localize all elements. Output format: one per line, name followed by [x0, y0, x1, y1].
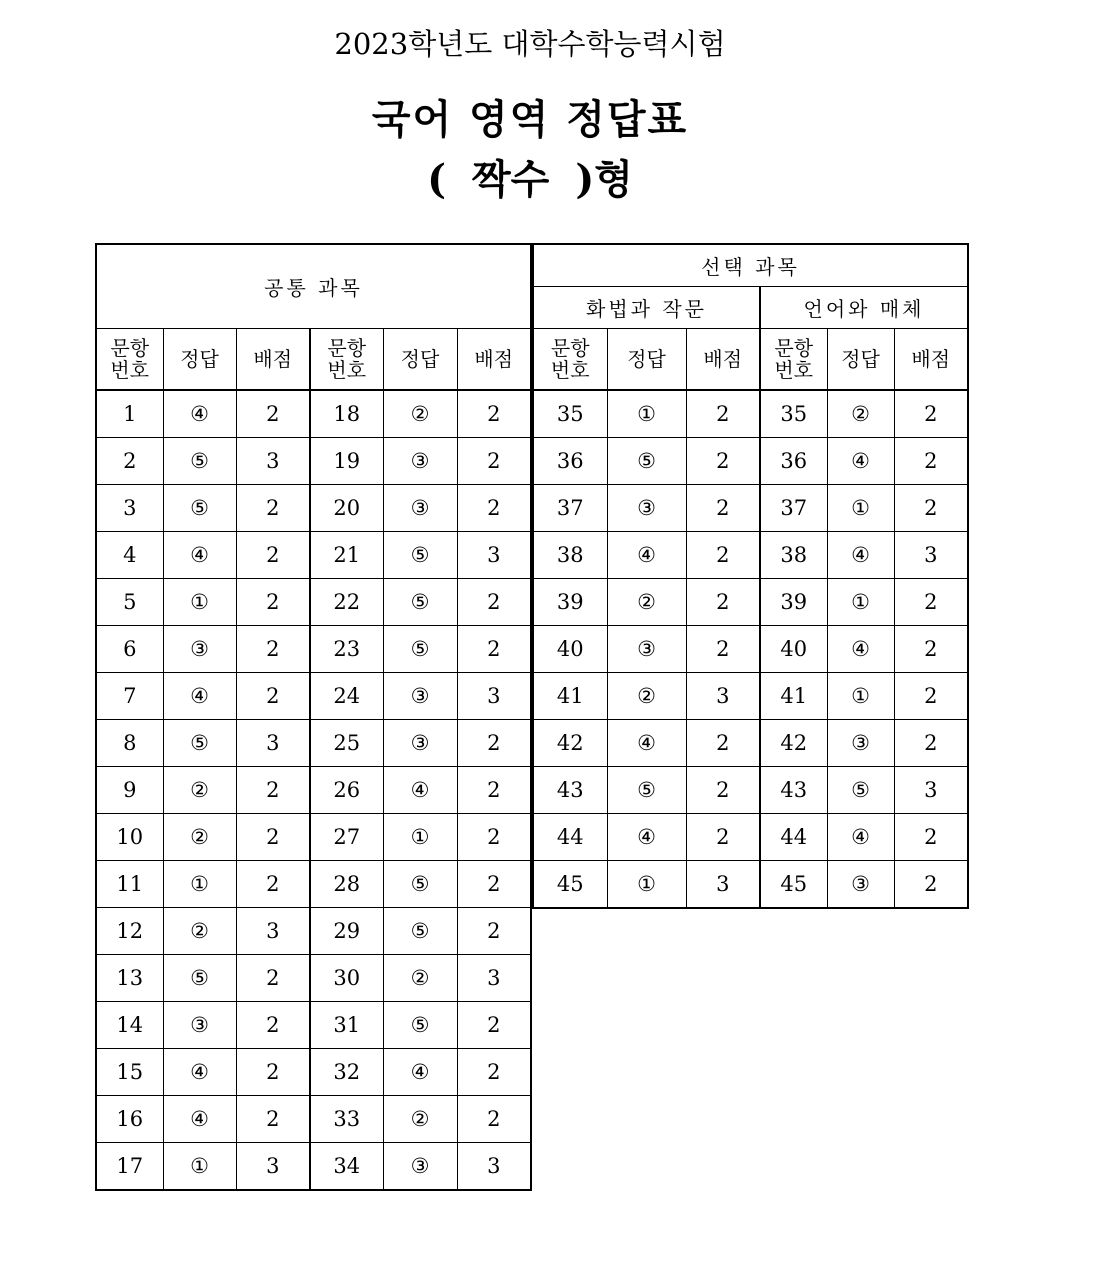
points-cell: 3	[236, 438, 310, 485]
language-media-points-cell: 2	[894, 579, 968, 626]
col-question-number	[760, 328, 827, 390]
points-cell: 2	[457, 485, 531, 532]
language-media-answer-cell: ④	[827, 814, 894, 861]
points-cell: 3	[236, 908, 310, 955]
speech-writing-answer-cell: ②	[607, 579, 686, 626]
speech-writing-answer-cell: ①	[607, 390, 686, 438]
answer-cell: ①	[163, 1143, 236, 1191]
language-media-points-cell: 2	[894, 720, 968, 767]
answer-cell: ③	[383, 720, 457, 767]
elective-subject-header: 선택 과목	[533, 244, 968, 286]
points-cell: 3	[457, 1143, 531, 1191]
question-number-cell: 24	[310, 673, 383, 720]
answer-cell: ④	[383, 1049, 457, 1096]
language-media-answer-cell: ①	[827, 579, 894, 626]
language-media-answer-cell: ④	[827, 532, 894, 579]
col-question-number-top: 문항	[110, 335, 150, 360]
speech-writing-question-cell: 44	[533, 814, 607, 861]
col-question-number-top: 문항	[327, 335, 367, 360]
table-row	[96, 1143, 531, 1191]
question-number-cell: 20	[310, 485, 383, 532]
question-number-cell: 11	[96, 861, 163, 908]
question-number-cell: 30	[310, 955, 383, 1002]
language-media-question-cell: 40	[760, 626, 827, 673]
exam-type-label	[0, 148, 1060, 205]
table-row	[533, 861, 968, 909]
language-media-answer-cell: ④	[827, 626, 894, 673]
table-row	[96, 390, 531, 438]
speech-writing-answer-cell: ⑤	[607, 767, 686, 814]
language-media-points-cell: 3	[894, 767, 968, 814]
question-number-cell: 15	[96, 1049, 163, 1096]
question-number-cell: 4	[96, 532, 163, 579]
points-cell: 2	[236, 532, 310, 579]
question-number-cell: 18	[310, 390, 383, 438]
answer-cell: ②	[383, 390, 457, 438]
language-media-question-cell: 37	[760, 485, 827, 532]
speech-writing-points-cell: 2	[686, 532, 760, 579]
col-points: 배점	[894, 328, 968, 390]
language-media-question-cell: 35	[760, 390, 827, 438]
exam-type-value: 짝수	[472, 156, 550, 203]
language-media-points-cell: 3	[894, 532, 968, 579]
speech-writing-question-cell: 38	[533, 532, 607, 579]
speech-writing-question-cell: 45	[533, 861, 607, 909]
points-cell: 2	[457, 1049, 531, 1096]
question-number-cell: 31	[310, 1002, 383, 1049]
speech-writing-question-cell: 43	[533, 767, 607, 814]
language-media-answer-cell: ①	[827, 485, 894, 532]
answer-cell: ⑤	[383, 532, 457, 579]
speech-writing-points-cell: 2	[686, 626, 760, 673]
table-row	[533, 814, 968, 861]
table-row	[96, 673, 531, 720]
speech-writing-points-cell: 2	[686, 579, 760, 626]
table-row	[533, 720, 968, 767]
points-cell: 2	[236, 579, 310, 626]
language-media-points-cell: 2	[894, 438, 968, 485]
speech-writing-points-cell: 3	[686, 673, 760, 720]
table-row	[96, 1049, 531, 1096]
answer-key-title: 국어 영역 정답표	[371, 96, 689, 143]
question-number-cell: 22	[310, 579, 383, 626]
answer-cell: ④	[163, 673, 236, 720]
answer-cell: ③	[163, 626, 236, 673]
speech-writing-answer-cell: ⑤	[607, 438, 686, 485]
language-media-question-cell: 42	[760, 720, 827, 767]
col-question-number	[96, 328, 163, 390]
answer-cell: ①	[163, 579, 236, 626]
speech-writing-points-cell: 3	[686, 861, 760, 909]
language-media-points-cell: 2	[894, 673, 968, 720]
points-cell: 3	[236, 720, 310, 767]
question-number-cell: 21	[310, 532, 383, 579]
points-cell: 3	[236, 1143, 310, 1191]
table-row	[533, 626, 968, 673]
question-number-cell: 25	[310, 720, 383, 767]
answer-cell: ④	[163, 532, 236, 579]
question-number-cell: 16	[96, 1096, 163, 1143]
language-media-answer-cell: ③	[827, 720, 894, 767]
points-cell: 2	[457, 626, 531, 673]
speech-writing-answer-cell: ④	[607, 720, 686, 767]
language-media-answer-cell: ①	[827, 673, 894, 720]
question-number-cell: 9	[96, 767, 163, 814]
col-answer: 정답	[827, 328, 894, 390]
answer-cell: ④	[383, 767, 457, 814]
answer-cell: ⑤	[383, 1002, 457, 1049]
question-number-cell: 1	[96, 390, 163, 438]
common-subject-table	[95, 243, 532, 1191]
table-row	[96, 908, 531, 955]
common-subject-header: 공통 과목	[96, 244, 531, 328]
speech-writing-question-cell: 40	[533, 626, 607, 673]
points-cell: 2	[457, 1096, 531, 1143]
question-number-cell: 6	[96, 626, 163, 673]
col-question-number-top: 문항	[550, 335, 590, 360]
answer-cell: ①	[383, 814, 457, 861]
col-points: 배점	[236, 328, 310, 390]
col-question-number-bottom: 번호	[327, 357, 367, 382]
language-media-answer-cell: ③	[827, 861, 894, 909]
speech-writing-question-cell: 41	[533, 673, 607, 720]
speech-writing-points-cell: 2	[686, 438, 760, 485]
points-cell: 2	[236, 1002, 310, 1049]
question-number-cell: 2	[96, 438, 163, 485]
answer-cell: ⑤	[163, 485, 236, 532]
points-cell: 2	[457, 908, 531, 955]
answer-cell: ⑤	[163, 955, 236, 1002]
question-number-cell: 10	[96, 814, 163, 861]
answer-cell: ②	[163, 767, 236, 814]
table-row	[96, 767, 531, 814]
speech-writing-answer-cell: ④	[607, 814, 686, 861]
language-media-answer-cell: ④	[827, 438, 894, 485]
question-number-cell: 28	[310, 861, 383, 908]
table-row	[533, 673, 968, 720]
col-answer: 정답	[607, 328, 686, 390]
table-row	[533, 390, 968, 438]
table-row	[96, 861, 531, 908]
answer-cell: ③	[383, 1143, 457, 1191]
answer-cell: ③	[383, 438, 457, 485]
points-cell: 2	[236, 767, 310, 814]
question-number-cell: 27	[310, 814, 383, 861]
answer-cell: ⑤	[383, 626, 457, 673]
col-question-number-bottom: 번호	[774, 357, 814, 382]
question-number-cell: 23	[310, 626, 383, 673]
answer-cell: ④	[163, 390, 236, 438]
speech-writing-question-cell: 42	[533, 720, 607, 767]
col-points: 배점	[686, 328, 760, 390]
language-media-question-cell: 39	[760, 579, 827, 626]
points-cell: 2	[457, 720, 531, 767]
speech-writing-question-cell: 37	[533, 485, 607, 532]
language-media-question-cell: 36	[760, 438, 827, 485]
table-row	[96, 1096, 531, 1143]
language-media-points-cell: 2	[894, 626, 968, 673]
speech-writing-points-cell: 2	[686, 767, 760, 814]
exam-title: 2023학년도 대학수학능력시험	[334, 27, 726, 61]
language-media-points-cell: 2	[894, 814, 968, 861]
table-row	[96, 1002, 531, 1049]
speech-writing-points-cell: 2	[686, 485, 760, 532]
points-cell: 2	[236, 1049, 310, 1096]
answer-cell: ③	[383, 673, 457, 720]
language-media-question-cell: 41	[760, 673, 827, 720]
table-row	[96, 720, 531, 767]
points-cell: 2	[236, 814, 310, 861]
language-media-points-cell: 2	[894, 485, 968, 532]
col-question-number-bottom: 번호	[550, 357, 590, 382]
table-row	[96, 438, 531, 485]
col-question-number	[310, 328, 383, 390]
points-cell: 2	[457, 1002, 531, 1049]
speech-writing-answer-cell: ③	[607, 626, 686, 673]
table-row	[533, 485, 968, 532]
question-number-cell: 13	[96, 955, 163, 1002]
col-answer: 정답	[383, 328, 457, 390]
question-number-cell: 34	[310, 1143, 383, 1191]
elective-language-media-header: 언어와 매체	[760, 286, 968, 328]
question-number-cell: 17	[96, 1143, 163, 1191]
points-cell: 2	[236, 626, 310, 673]
speech-writing-points-cell: 2	[686, 390, 760, 438]
col-points: 배점	[457, 328, 531, 390]
answer-cell: ②	[163, 908, 236, 955]
question-number-cell: 14	[96, 1002, 163, 1049]
answer-cell: ⑤	[163, 720, 236, 767]
answer-cell: ④	[163, 1096, 236, 1143]
speech-writing-points-cell: 2	[686, 720, 760, 767]
elective-subject-rows	[533, 390, 968, 908]
speech-writing-answer-cell: ①	[607, 861, 686, 909]
table-row	[533, 579, 968, 626]
table-row	[533, 767, 968, 814]
question-number-cell: 8	[96, 720, 163, 767]
points-cell: 3	[457, 955, 531, 1002]
points-cell: 2	[457, 438, 531, 485]
answer-cell: ⑤	[383, 908, 457, 955]
language-media-answer-cell: ②	[827, 390, 894, 438]
table-row	[533, 438, 968, 485]
points-cell: 2	[236, 861, 310, 908]
table-row	[533, 532, 968, 579]
points-cell: 2	[236, 1096, 310, 1143]
question-number-cell: 12	[96, 908, 163, 955]
col-question-number-top: 문항	[774, 335, 814, 360]
points-cell: 2	[457, 390, 531, 438]
answer-cell: ①	[163, 861, 236, 908]
language-media-points-cell: 2	[894, 390, 968, 438]
col-answer: 정답	[163, 328, 236, 390]
answer-cell: ②	[163, 814, 236, 861]
answer-cell: ②	[383, 955, 457, 1002]
table-row	[96, 626, 531, 673]
table-row	[96, 579, 531, 626]
question-number-cell: 32	[310, 1049, 383, 1096]
table-row	[96, 814, 531, 861]
answer-cell: ⑤	[383, 579, 457, 626]
language-media-question-cell: 43	[760, 767, 827, 814]
table-row	[96, 485, 531, 532]
table-row	[96, 955, 531, 1002]
question-number-cell: 26	[310, 767, 383, 814]
points-cell: 2	[457, 579, 531, 626]
question-number-cell: 5	[96, 579, 163, 626]
language-media-question-cell: 38	[760, 532, 827, 579]
points-cell: 2	[236, 390, 310, 438]
points-cell: 2	[236, 955, 310, 1002]
answer-cell: ⑤	[383, 861, 457, 908]
speech-writing-points-cell: 2	[686, 814, 760, 861]
language-media-answer-cell: ⑤	[827, 767, 894, 814]
question-number-cell: 19	[310, 438, 383, 485]
language-media-question-cell: 45	[760, 861, 827, 909]
points-cell: 3	[457, 532, 531, 579]
language-media-question-cell: 44	[760, 814, 827, 861]
answer-cell: ⑤	[163, 438, 236, 485]
question-number-cell: 29	[310, 908, 383, 955]
type-close-suffix: )형	[575, 156, 633, 203]
speech-writing-answer-cell: ③	[607, 485, 686, 532]
speech-writing-answer-cell: ④	[607, 532, 686, 579]
col-question-number	[533, 328, 607, 390]
table-row	[96, 532, 531, 579]
points-cell: 2	[457, 814, 531, 861]
speech-writing-question-cell: 35	[533, 390, 607, 438]
question-number-cell: 33	[310, 1096, 383, 1143]
speech-writing-answer-cell: ②	[607, 673, 686, 720]
answer-cell: ④	[163, 1049, 236, 1096]
answer-cell: ③	[383, 485, 457, 532]
speech-writing-question-cell: 36	[533, 438, 607, 485]
common-subject-rows	[96, 390, 531, 1190]
speech-writing-question-cell: 39	[533, 579, 607, 626]
points-cell: 3	[457, 673, 531, 720]
language-media-points-cell: 2	[894, 861, 968, 909]
col-question-number-bottom: 번호	[110, 357, 150, 382]
elective-speech-writing-header: 화법과 작문	[533, 286, 760, 328]
question-number-cell: 3	[96, 485, 163, 532]
type-open-paren: (	[427, 156, 447, 203]
elective-subject-table	[532, 243, 969, 909]
points-cell: 2	[457, 861, 531, 908]
answer-cell: ③	[163, 1002, 236, 1049]
points-cell: 2	[236, 485, 310, 532]
question-number-cell: 7	[96, 673, 163, 720]
answer-cell: ②	[383, 1096, 457, 1143]
points-cell: 2	[457, 767, 531, 814]
points-cell: 2	[236, 673, 310, 720]
